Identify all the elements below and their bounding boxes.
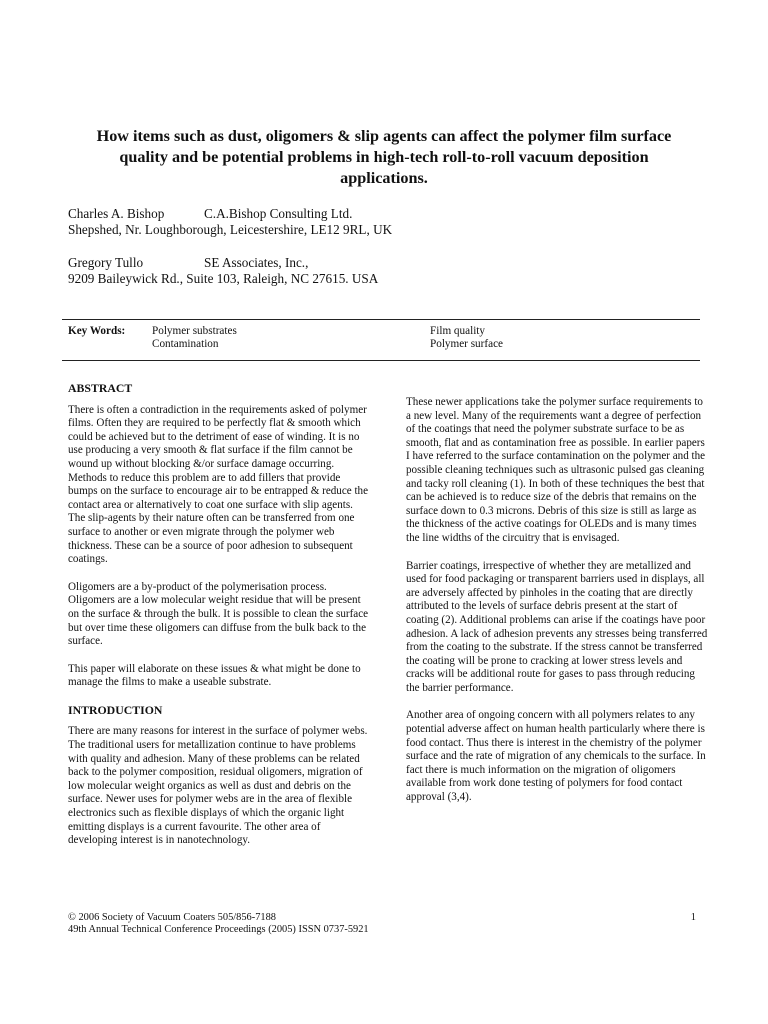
title-line: applications. <box>340 169 428 187</box>
body-paragraph: These newer applications take the polymer surface requirements to a new level. Many of the requirements want a degree of perfection of the coatings that need the polymer substrate surface to be as smooth, flat and as contamination free as possible. In earlier papers I have referred to the surface contamination on the polymer and the possible cleaning techniques such as ultrasonic pulsed gas cleaning and tacky roll cleaning (1). In both of these techniques the best that can be achieved is to reduce size of the debris that remains on the surface down to 0.3 microns. Debris of this size is still as large as the thickness of the active coatings for OLEDs and is many times the line widths of the circuitry that is envisaged. <box>406 396 706 544</box>
paper-title <box>62 126 706 189</box>
introduction-paragraph: There are many reasons for interest in the surface of polymer webs. The traditional users for metallization continue to have problems with quality and adhesion. Many of these problems can be related back to the polymer composition, residual oligomers, migration of low molecular weight organics as well as dust and debris on the surface. Newer uses for polymer webs are in the area of flexible electronics such as flexible displays of which the organic light emitting displays is a current favourite. The other area of developing interest is in nanotechnology. <box>68 725 368 847</box>
keywords-col-2 <box>430 325 503 351</box>
top-divider <box>62 319 700 320</box>
introduction-heading: INTRODUCTION <box>68 702 163 717</box>
right-column <box>406 396 708 819</box>
footer-proceedings: 49th Annual Technical Conference Proceedings (2005) ISSN 0737-5921 <box>68 924 369 936</box>
title-line: How items such as dust, oligomers & slip agents can affect the polymer film surface <box>96 127 672 145</box>
keywords-label: Key Words: <box>68 325 126 337</box>
body-paragraph: Barrier coatings, irrespective of whether they are metallized and used for food packaging or transparent barriers used in displays, all are adversely affected by pinholes in the coating that are directly attributed to the levels of surface debris present at the start of coating (2). Additional problems can arise if the coatings have poor adhesion. A lack of adhesion prevents any stresses being transferred from the coating to the substrate. If the stress cannot be transferred the coating will be prone to cracking at lower stress levels and cracks will be additional route for gases to pass through reducing the barrier performance. <box>406 559 708 694</box>
abstract-paragraph: Oligomers are a by-product of the polymerisation process. Oligomers are a low molecular weight residue that will be present on the surface & through the bulk. It is possible to clean the surface but over time these oligomers can diffuse from the bulk back to the surface. <box>68 580 369 648</box>
keywords-col-1 <box>152 325 237 351</box>
abstract-paragraph: There is often a contradiction in the requirements asked of polymer films. Often they are required to be perfectly flat & smooth which could be achieved but to the detriment of ease of winding. It is no use producing a very smooth & flat surface if the film cannot be wound up without blocking &/or surface damage occurring. Methods to reduce this problem are to add fillers that provide bumps on the surface to encourage air to be entrapped & reduce the contact area or alternatively to coat one surface with slip agents. The slip-agents by their nature often can be transferred from one surface to another or even migrate through the polymer web thickness. These can be a source of poor adhesion to subsequent coatings. <box>68 403 369 566</box>
author-name: Charles A. Bishop <box>68 206 165 221</box>
left-column <box>68 382 370 862</box>
page-footer <box>68 912 696 937</box>
keyword: Polymer substrates <box>152 325 237 337</box>
page-number: 1 <box>690 912 696 923</box>
author-name: Gregory Tullo <box>68 255 144 270</box>
keyword: Contamination <box>152 338 219 350</box>
keyword: Polymer surface <box>430 338 504 350</box>
author-block-bishop <box>68 206 392 238</box>
author-affiliation: C.A.Bishop Consulting Ltd. <box>204 206 353 221</box>
author-affiliation: SE Associates, Inc., <box>204 255 309 270</box>
keywords-divider <box>62 360 700 361</box>
author-block-tullo <box>68 255 378 287</box>
footer-copyright: © 2006 Society of Vacuum Coaters 505/856-7188 <box>68 912 276 923</box>
body-paragraph: Another area of ongoing concern with all polymers relates to any potential adverse affect on human health particularly where there is food contact. Thus there is interest in the chemistry of the polymer surface and the rate of migration of any chemicals to the surface. In fact there is much information on the migration of oligomers available from work done testing of polymers for food contact approval (3,4). <box>406 709 706 804</box>
author-address: Shepshed, Nr. Loughborough, Leicestershire, LE12 9RL, UK <box>68 222 393 237</box>
keyword: Film quality <box>430 325 486 337</box>
title-line: quality and be potential problems in high-tech roll-to-roll vacuum deposition <box>119 148 649 166</box>
abstract-paragraph: This paper will elaborate on these issues & what might be done to manage the films to make a useable substrate. <box>68 662 361 689</box>
abstract-heading: ABSTRACT <box>68 381 133 395</box>
author-address: 9209 Baileywick Rd., Suite 103, Raleigh, NC 27615. USA <box>68 271 379 286</box>
